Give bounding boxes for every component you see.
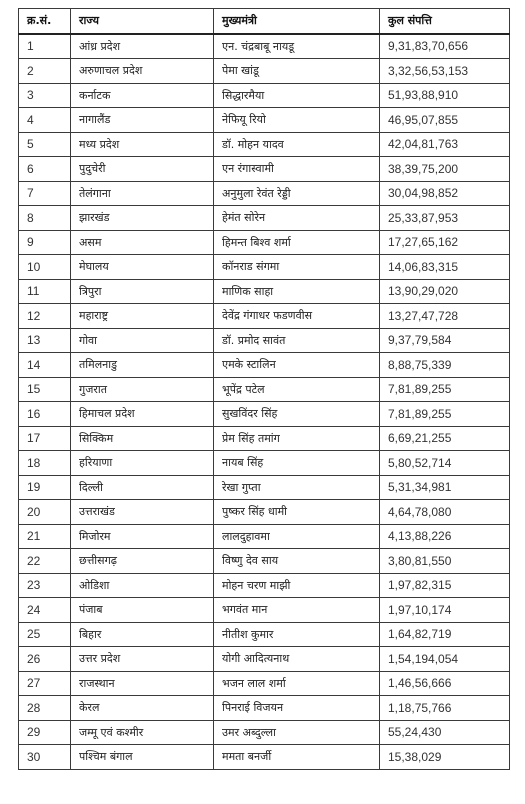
assets-cell: 9,31,83,70,656 bbox=[380, 34, 510, 59]
assets-cell: 7,81,89,255 bbox=[380, 377, 510, 402]
header-total-assets: कुल संपत्ति bbox=[380, 9, 510, 34]
assets-cell: 30,04,98,852 bbox=[380, 181, 510, 206]
table-row bbox=[19, 34, 510, 59]
serial-cell: 6 bbox=[19, 157, 71, 182]
state-cell: तेलंगाना bbox=[71, 181, 214, 206]
chief-minister-cell: देवेंद्र गंगाधर फडणवीस bbox=[214, 304, 380, 329]
table-row bbox=[19, 157, 510, 182]
chief-minister-cell: एन रंगास्वामी bbox=[214, 157, 380, 182]
chief-minister-cell: कॉनराड संगमा bbox=[214, 255, 380, 280]
table-row bbox=[19, 622, 510, 647]
serial-cell: 28 bbox=[19, 696, 71, 721]
state-cell: हरियाणा bbox=[71, 451, 214, 476]
chief-minister-cell: विष्णु देव साय bbox=[214, 549, 380, 574]
table-row bbox=[19, 181, 510, 206]
state-cell: गोवा bbox=[71, 328, 214, 353]
assets-cell: 3,80,81,550 bbox=[380, 549, 510, 574]
cm-assets-table bbox=[18, 8, 510, 770]
assets-cell: 7,81,89,255 bbox=[380, 402, 510, 427]
table-row bbox=[19, 255, 510, 280]
state-cell: त्रिपुरा bbox=[71, 279, 214, 304]
serial-cell: 9 bbox=[19, 230, 71, 255]
serial-cell: 17 bbox=[19, 426, 71, 451]
assets-cell: 51,93,88,910 bbox=[380, 83, 510, 108]
state-cell: पंजाब bbox=[71, 598, 214, 623]
assets-cell: 9,37,79,584 bbox=[380, 328, 510, 353]
assets-cell: 55,24,430 bbox=[380, 720, 510, 745]
assets-cell: 1,64,82,719 bbox=[380, 622, 510, 647]
state-cell: मेघालय bbox=[71, 255, 214, 280]
state-cell: जम्मू एवं कश्मीर bbox=[71, 720, 214, 745]
serial-cell: 8 bbox=[19, 206, 71, 231]
assets-cell: 1,97,82,315 bbox=[380, 573, 510, 598]
table-body bbox=[19, 34, 510, 770]
state-cell: गुजरात bbox=[71, 377, 214, 402]
serial-cell: 23 bbox=[19, 573, 71, 598]
table-row bbox=[19, 500, 510, 525]
serial-cell: 3 bbox=[19, 83, 71, 108]
state-cell: असम bbox=[71, 230, 214, 255]
table-row bbox=[19, 108, 510, 133]
table-row bbox=[19, 671, 510, 696]
serial-cell: 4 bbox=[19, 108, 71, 133]
assets-cell: 5,80,52,714 bbox=[380, 451, 510, 476]
serial-cell: 21 bbox=[19, 524, 71, 549]
table-row bbox=[19, 451, 510, 476]
serial-cell: 26 bbox=[19, 647, 71, 672]
assets-cell: 42,04,81,763 bbox=[380, 132, 510, 157]
assets-cell: 46,95,07,855 bbox=[380, 108, 510, 133]
table-row bbox=[19, 696, 510, 721]
serial-cell: 22 bbox=[19, 549, 71, 574]
table-row bbox=[19, 402, 510, 427]
table-row bbox=[19, 647, 510, 672]
serial-cell: 25 bbox=[19, 622, 71, 647]
state-cell: नागालैंड bbox=[71, 108, 214, 133]
chief-minister-cell: पेमा खांडू bbox=[214, 59, 380, 84]
table-row bbox=[19, 524, 510, 549]
chief-minister-cell: डॉ. प्रमोद सावंत bbox=[214, 328, 380, 353]
chief-minister-cell: एन. चंद्रबाबू नायडू bbox=[214, 34, 380, 59]
assets-cell: 1,97,10,174 bbox=[380, 598, 510, 623]
chief-minister-cell: सिद्धारमैया bbox=[214, 83, 380, 108]
table-row bbox=[19, 206, 510, 231]
state-cell: झारखंड bbox=[71, 206, 214, 231]
state-cell: उत्तर प्रदेश bbox=[71, 647, 214, 672]
header-state: राज्य bbox=[71, 9, 214, 34]
table-row bbox=[19, 230, 510, 255]
chief-minister-cell: सुखविंदर सिंह bbox=[214, 402, 380, 427]
serial-cell: 11 bbox=[19, 279, 71, 304]
state-cell: उत्तराखंड bbox=[71, 500, 214, 525]
chief-minister-cell: रेखा गुप्ता bbox=[214, 475, 380, 500]
serial-cell: 10 bbox=[19, 255, 71, 280]
table-row bbox=[19, 83, 510, 108]
serial-cell: 1 bbox=[19, 34, 71, 59]
chief-minister-cell: ममता बनर्जी bbox=[214, 745, 380, 770]
table-row bbox=[19, 745, 510, 770]
state-cell: मिजोरम bbox=[71, 524, 214, 549]
assets-cell: 17,27,65,162 bbox=[380, 230, 510, 255]
assets-table-container bbox=[18, 8, 510, 770]
assets-cell: 14,06,83,315 bbox=[380, 255, 510, 280]
serial-cell: 7 bbox=[19, 181, 71, 206]
serial-cell: 27 bbox=[19, 671, 71, 696]
chief-minister-cell: हेमंत सोरेन bbox=[214, 206, 380, 231]
chief-minister-cell: भजन लाल शर्मा bbox=[214, 671, 380, 696]
serial-cell: 24 bbox=[19, 598, 71, 623]
chief-minister-cell: हिमन्त बिश्व शर्मा bbox=[214, 230, 380, 255]
assets-cell: 8,88,75,339 bbox=[380, 353, 510, 378]
assets-cell: 15,38,029 bbox=[380, 745, 510, 770]
table-header bbox=[19, 9, 510, 34]
table-row bbox=[19, 353, 510, 378]
state-cell: केरल bbox=[71, 696, 214, 721]
assets-cell: 6,69,21,255 bbox=[380, 426, 510, 451]
state-cell: दिल्ली bbox=[71, 475, 214, 500]
chief-minister-cell: योगी आदित्यनाथ bbox=[214, 647, 380, 672]
serial-cell: 29 bbox=[19, 720, 71, 745]
chief-minister-cell: नीतीश कुमार bbox=[214, 622, 380, 647]
table-row bbox=[19, 475, 510, 500]
chief-minister-cell: पुष्कर सिंह धामी bbox=[214, 500, 380, 525]
table-row bbox=[19, 132, 510, 157]
serial-cell: 15 bbox=[19, 377, 71, 402]
state-cell: सिक्किम bbox=[71, 426, 214, 451]
assets-cell: 4,64,78,080 bbox=[380, 500, 510, 525]
chief-minister-cell: भूपेंद्र पटेल bbox=[214, 377, 380, 402]
assets-cell: 38,39,75,200 bbox=[380, 157, 510, 182]
table-row bbox=[19, 598, 510, 623]
table-row bbox=[19, 304, 510, 329]
state-cell: पश्चिम बंगाल bbox=[71, 745, 214, 770]
header-serial: क्र.सं. bbox=[19, 9, 71, 34]
serial-cell: 2 bbox=[19, 59, 71, 84]
table-row bbox=[19, 59, 510, 84]
state-cell: तमिलनाडु bbox=[71, 353, 214, 378]
chief-minister-cell: नायब सिंह bbox=[214, 451, 380, 476]
assets-cell: 1,54,194,054 bbox=[380, 647, 510, 672]
chief-minister-cell: पिनराई विजयन bbox=[214, 696, 380, 721]
state-cell: छत्तीसगढ़ bbox=[71, 549, 214, 574]
state-cell: पुदुचेरी bbox=[71, 157, 214, 182]
state-cell: महाराष्ट्र bbox=[71, 304, 214, 329]
serial-cell: 18 bbox=[19, 451, 71, 476]
table-row bbox=[19, 549, 510, 574]
state-cell: कर्नाटक bbox=[71, 83, 214, 108]
state-cell: हिमाचल प्रदेश bbox=[71, 402, 214, 427]
chief-minister-cell: माणिक साहा bbox=[214, 279, 380, 304]
chief-minister-cell: भगवंत मान bbox=[214, 598, 380, 623]
serial-cell: 12 bbox=[19, 304, 71, 329]
assets-cell: 4,13,88,226 bbox=[380, 524, 510, 549]
table-row bbox=[19, 426, 510, 451]
assets-cell: 5,31,34,981 bbox=[380, 475, 510, 500]
chief-minister-cell: प्रेम सिंह तमांग bbox=[214, 426, 380, 451]
state-cell: अरुणाचल प्रदेश bbox=[71, 59, 214, 84]
chief-minister-cell: अनुमुला रेवंत रेड्डी bbox=[214, 181, 380, 206]
chief-minister-cell: डॉ. मोहन यादव bbox=[214, 132, 380, 157]
state-cell: मध्य प्रदेश bbox=[71, 132, 214, 157]
serial-cell: 20 bbox=[19, 500, 71, 525]
chief-minister-cell: मोहन चरण माझी bbox=[214, 573, 380, 598]
serial-cell: 16 bbox=[19, 402, 71, 427]
header-row bbox=[19, 9, 510, 34]
header-chief-minister: मुख्यमंत्री bbox=[214, 9, 380, 34]
serial-cell: 5 bbox=[19, 132, 71, 157]
serial-cell: 13 bbox=[19, 328, 71, 353]
table-row bbox=[19, 377, 510, 402]
assets-cell: 13,90,29,020 bbox=[380, 279, 510, 304]
table-row bbox=[19, 279, 510, 304]
assets-cell: 3,32,56,53,153 bbox=[380, 59, 510, 84]
chief-minister-cell: लालदुहावमा bbox=[214, 524, 380, 549]
chief-minister-cell: नेफियू रियो bbox=[214, 108, 380, 133]
table-row bbox=[19, 573, 510, 598]
serial-cell: 19 bbox=[19, 475, 71, 500]
assets-cell: 13,27,47,728 bbox=[380, 304, 510, 329]
state-cell: बिहार bbox=[71, 622, 214, 647]
assets-cell: 1,46,56,666 bbox=[380, 671, 510, 696]
serial-cell: 14 bbox=[19, 353, 71, 378]
chief-minister-cell: उमर अब्दुल्ला bbox=[214, 720, 380, 745]
serial-cell: 30 bbox=[19, 745, 71, 770]
state-cell: राजस्थान bbox=[71, 671, 214, 696]
state-cell: ओडिशा bbox=[71, 573, 214, 598]
state-cell: आंध्र प्रदेश bbox=[71, 34, 214, 59]
assets-cell: 1,18,75,766 bbox=[380, 696, 510, 721]
table-row bbox=[19, 720, 510, 745]
table-row bbox=[19, 328, 510, 353]
chief-minister-cell: एमके स्टालिन bbox=[214, 353, 380, 378]
assets-cell: 25,33,87,953 bbox=[380, 206, 510, 231]
